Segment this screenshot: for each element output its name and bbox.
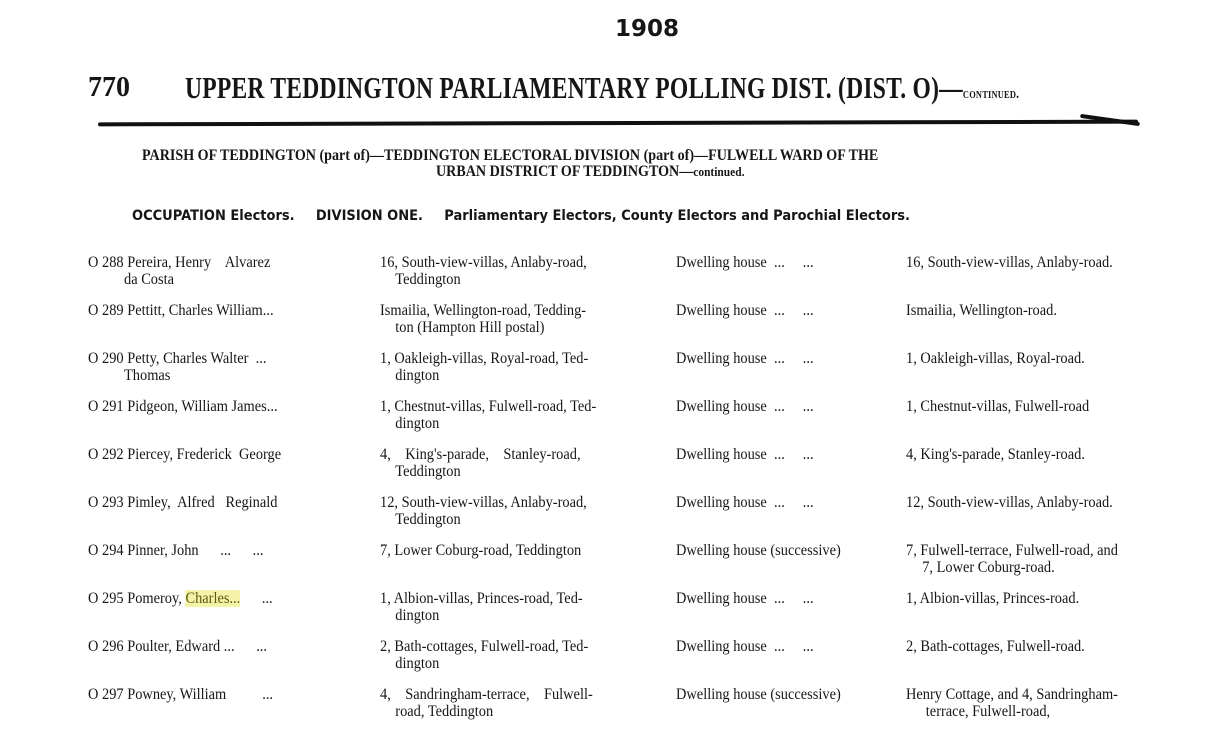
name-cell <box>88 254 270 288</box>
address-cell <box>380 446 581 480</box>
parish-subheading: PARISH OF TEDDINGTON (part of)—TEDDINGTON ELECTORAL DIVISION (part of)—FULWELL WARD OF THE <box>142 147 879 164</box>
elector-number: O 290 <box>88 350 124 367</box>
parish-subheading-line2 <box>436 163 744 181</box>
elector-number: O 291 <box>88 398 124 415</box>
abode-cell <box>906 542 1118 576</box>
address-line1: 2, Bath-cottages, Fulwell-road, Ted- <box>380 638 589 655</box>
header-rule <box>98 120 1138 127</box>
name-cell <box>88 494 277 511</box>
name-cell <box>88 446 281 463</box>
page-number: 770 <box>88 72 130 103</box>
table-row <box>0 494 1212 534</box>
address-line1: 12, South-view-villas, Anlaby-road, <box>380 494 587 511</box>
elector-name-line2: da Costa <box>124 271 174 288</box>
name-dots: ... <box>240 590 273 607</box>
address-cell <box>380 494 587 528</box>
address-cell <box>380 686 593 720</box>
subheading-main: URBAN DISTRICT OF TEDDINGTON— <box>436 163 694 180</box>
table-row <box>0 590 1212 630</box>
address-line2: dington <box>395 655 440 672</box>
elector-name: Pomeroy, <box>127 590 186 607</box>
abode-line1: 4, King's-parade, Stanley-road. <box>906 446 1085 463</box>
abode-line2: 7, Lower Coburg-road. <box>922 559 1055 576</box>
table-row <box>0 686 1212 726</box>
highlighted-name: Charles... <box>185 590 241 607</box>
address-line1: 4, Sandringham-terrace, Fulwell- <box>380 686 593 703</box>
name-cell <box>88 350 266 384</box>
name-cell <box>88 590 273 607</box>
address-line1: 1, Albion-villas, Princes-road, Ted- <box>380 590 583 607</box>
name-cell <box>88 302 274 319</box>
column-header <box>132 208 927 224</box>
address-line2: Teddington <box>395 463 461 480</box>
address-line1: 1, Chestnut-villas, Fulwell-road, Ted- <box>380 398 597 415</box>
address-line2: dington <box>395 367 440 384</box>
address-line1: 7, Lower Coburg-road, Teddington <box>380 542 582 559</box>
address-line2: Teddington <box>395 511 461 528</box>
abode-line2: terrace, Fulwell-road, <box>925 703 1051 720</box>
abode-line1: 12, South-view-villas, Anlaby-road. <box>906 494 1113 511</box>
page-title <box>185 70 1019 106</box>
address-cell <box>380 398 596 432</box>
abode-cell <box>906 686 1118 720</box>
address-cell <box>380 254 587 288</box>
elector-name: Powney, William ... <box>127 686 274 703</box>
qualification-cell: Dwelling house ... ... <box>676 302 814 319</box>
abode-cell <box>906 494 1113 511</box>
address-line2: dington <box>395 415 440 432</box>
abode-cell <box>906 398 1089 415</box>
year-heading: 1908 <box>615 16 680 42</box>
qualification-cell: Dwelling house (successive) <box>676 542 841 559</box>
elector-name: Pinner, John ... ... <box>127 542 264 559</box>
abode-line1: 7, Fulwell-terrace, Fulwell-road, and <box>906 542 1118 559</box>
qualification-cell: Dwelling house ... ... <box>676 590 814 607</box>
abode-cell <box>906 590 1079 607</box>
elector-name: Pidgeon, William James... <box>127 398 278 415</box>
elector-number: O 295 <box>88 590 124 607</box>
title-main: UPPER TEDDINGTON PARLIAMENTARY POLLING DIST. (DIST. O)— <box>185 70 963 105</box>
elector-number: O 297 <box>88 686 124 703</box>
table-row <box>0 542 1212 582</box>
address-cell <box>380 590 583 624</box>
qualification-cell: Dwelling house ... ... <box>676 350 814 367</box>
address-line2: road, Teddington <box>395 703 494 720</box>
elector-name: Piercey, Frederick George <box>127 446 282 463</box>
address-cell <box>380 638 588 672</box>
abode-line1: 16, South-view-villas, Anlaby-road. <box>906 254 1113 271</box>
qualification-cell: Dwelling house ... ... <box>676 254 814 271</box>
qualification-cell: Dwelling house ... ... <box>676 638 814 655</box>
elector-number: O 294 <box>88 542 124 559</box>
elector-name: Poulter, Edward ... ... <box>127 638 268 655</box>
table-row <box>0 254 1212 294</box>
elector-number: O 293 <box>88 494 124 511</box>
address-line1: 1, Oakleigh-villas, Royal-road, Ted- <box>380 350 589 367</box>
table-row <box>0 446 1212 486</box>
division-label: DIVISION ONE. <box>315 208 423 224</box>
address-cell <box>380 350 588 384</box>
abode-line1: Henry Cottage, and 4, Sandringham- <box>906 686 1118 703</box>
abode-cell <box>906 350 1085 367</box>
elector-name: Pettitt, Charles William... <box>127 302 274 319</box>
abode-line1: 2, Bath-cottages, Fulwell-road. <box>906 638 1085 655</box>
abode-line1: 1, Oakleigh-villas, Royal-road. <box>906 350 1085 367</box>
elector-name-line2: Thomas <box>124 367 171 384</box>
table-row <box>0 398 1212 438</box>
abode-cell <box>906 638 1085 655</box>
address-line1: 16, South-view-villas, Anlaby-road, <box>380 254 587 271</box>
abode-cell <box>906 254 1113 271</box>
address-line2: Teddington <box>395 271 461 288</box>
elector-number: O 288 <box>88 254 124 271</box>
qualification-cell: Dwelling house ... ... <box>676 398 814 415</box>
abode-line1: 1, Chestnut-villas, Fulwell-road <box>906 398 1090 415</box>
address-cell <box>380 542 581 559</box>
qualification-cell: Dwelling house ... ... <box>676 446 814 463</box>
abode-line1: 1, Albion-villas, Princes-road. <box>906 590 1080 607</box>
abode-cell <box>906 302 1057 319</box>
address-cell <box>380 302 586 336</box>
elector-name: Pereira, Henry Alvarez <box>127 254 271 271</box>
name-cell <box>88 686 273 703</box>
qualification-cell: Dwelling house (successive) <box>676 686 841 703</box>
qualification-cell: Dwelling house ... ... <box>676 494 814 511</box>
abode-cell <box>906 446 1085 463</box>
address-line2: dington <box>395 607 440 624</box>
elector-number: O 292 <box>88 446 124 463</box>
name-cell <box>88 638 267 655</box>
table-row <box>0 350 1212 390</box>
name-cell <box>88 542 263 559</box>
name-cell <box>88 398 278 415</box>
subheading-continued: continued. <box>693 164 745 179</box>
abode-line1: Ismailia, Wellington-road. <box>906 302 1057 319</box>
address-line1: 4, King's-parade, Stanley-road, <box>380 446 581 463</box>
elector-name: Pimley, Alfred Reginald <box>127 494 278 511</box>
title-continued: continued. <box>962 86 1020 102</box>
table-row <box>0 638 1212 678</box>
elector-number: O 296 <box>88 638 124 655</box>
address-line1: Ismailia, Wellington-road, Tedding- <box>380 302 587 319</box>
elector-name: Petty, Charles Walter ... <box>127 350 267 367</box>
address-line2: ton (Hampton Hill postal) <box>395 319 545 336</box>
table-row <box>0 302 1212 342</box>
elector-number: O 289 <box>88 302 124 319</box>
electors-label: Parliamentary Electors, County Electors and Parochial Electors. <box>444 208 910 224</box>
occupation-electors-label: OCCUPATION Electors. <box>132 208 295 224</box>
